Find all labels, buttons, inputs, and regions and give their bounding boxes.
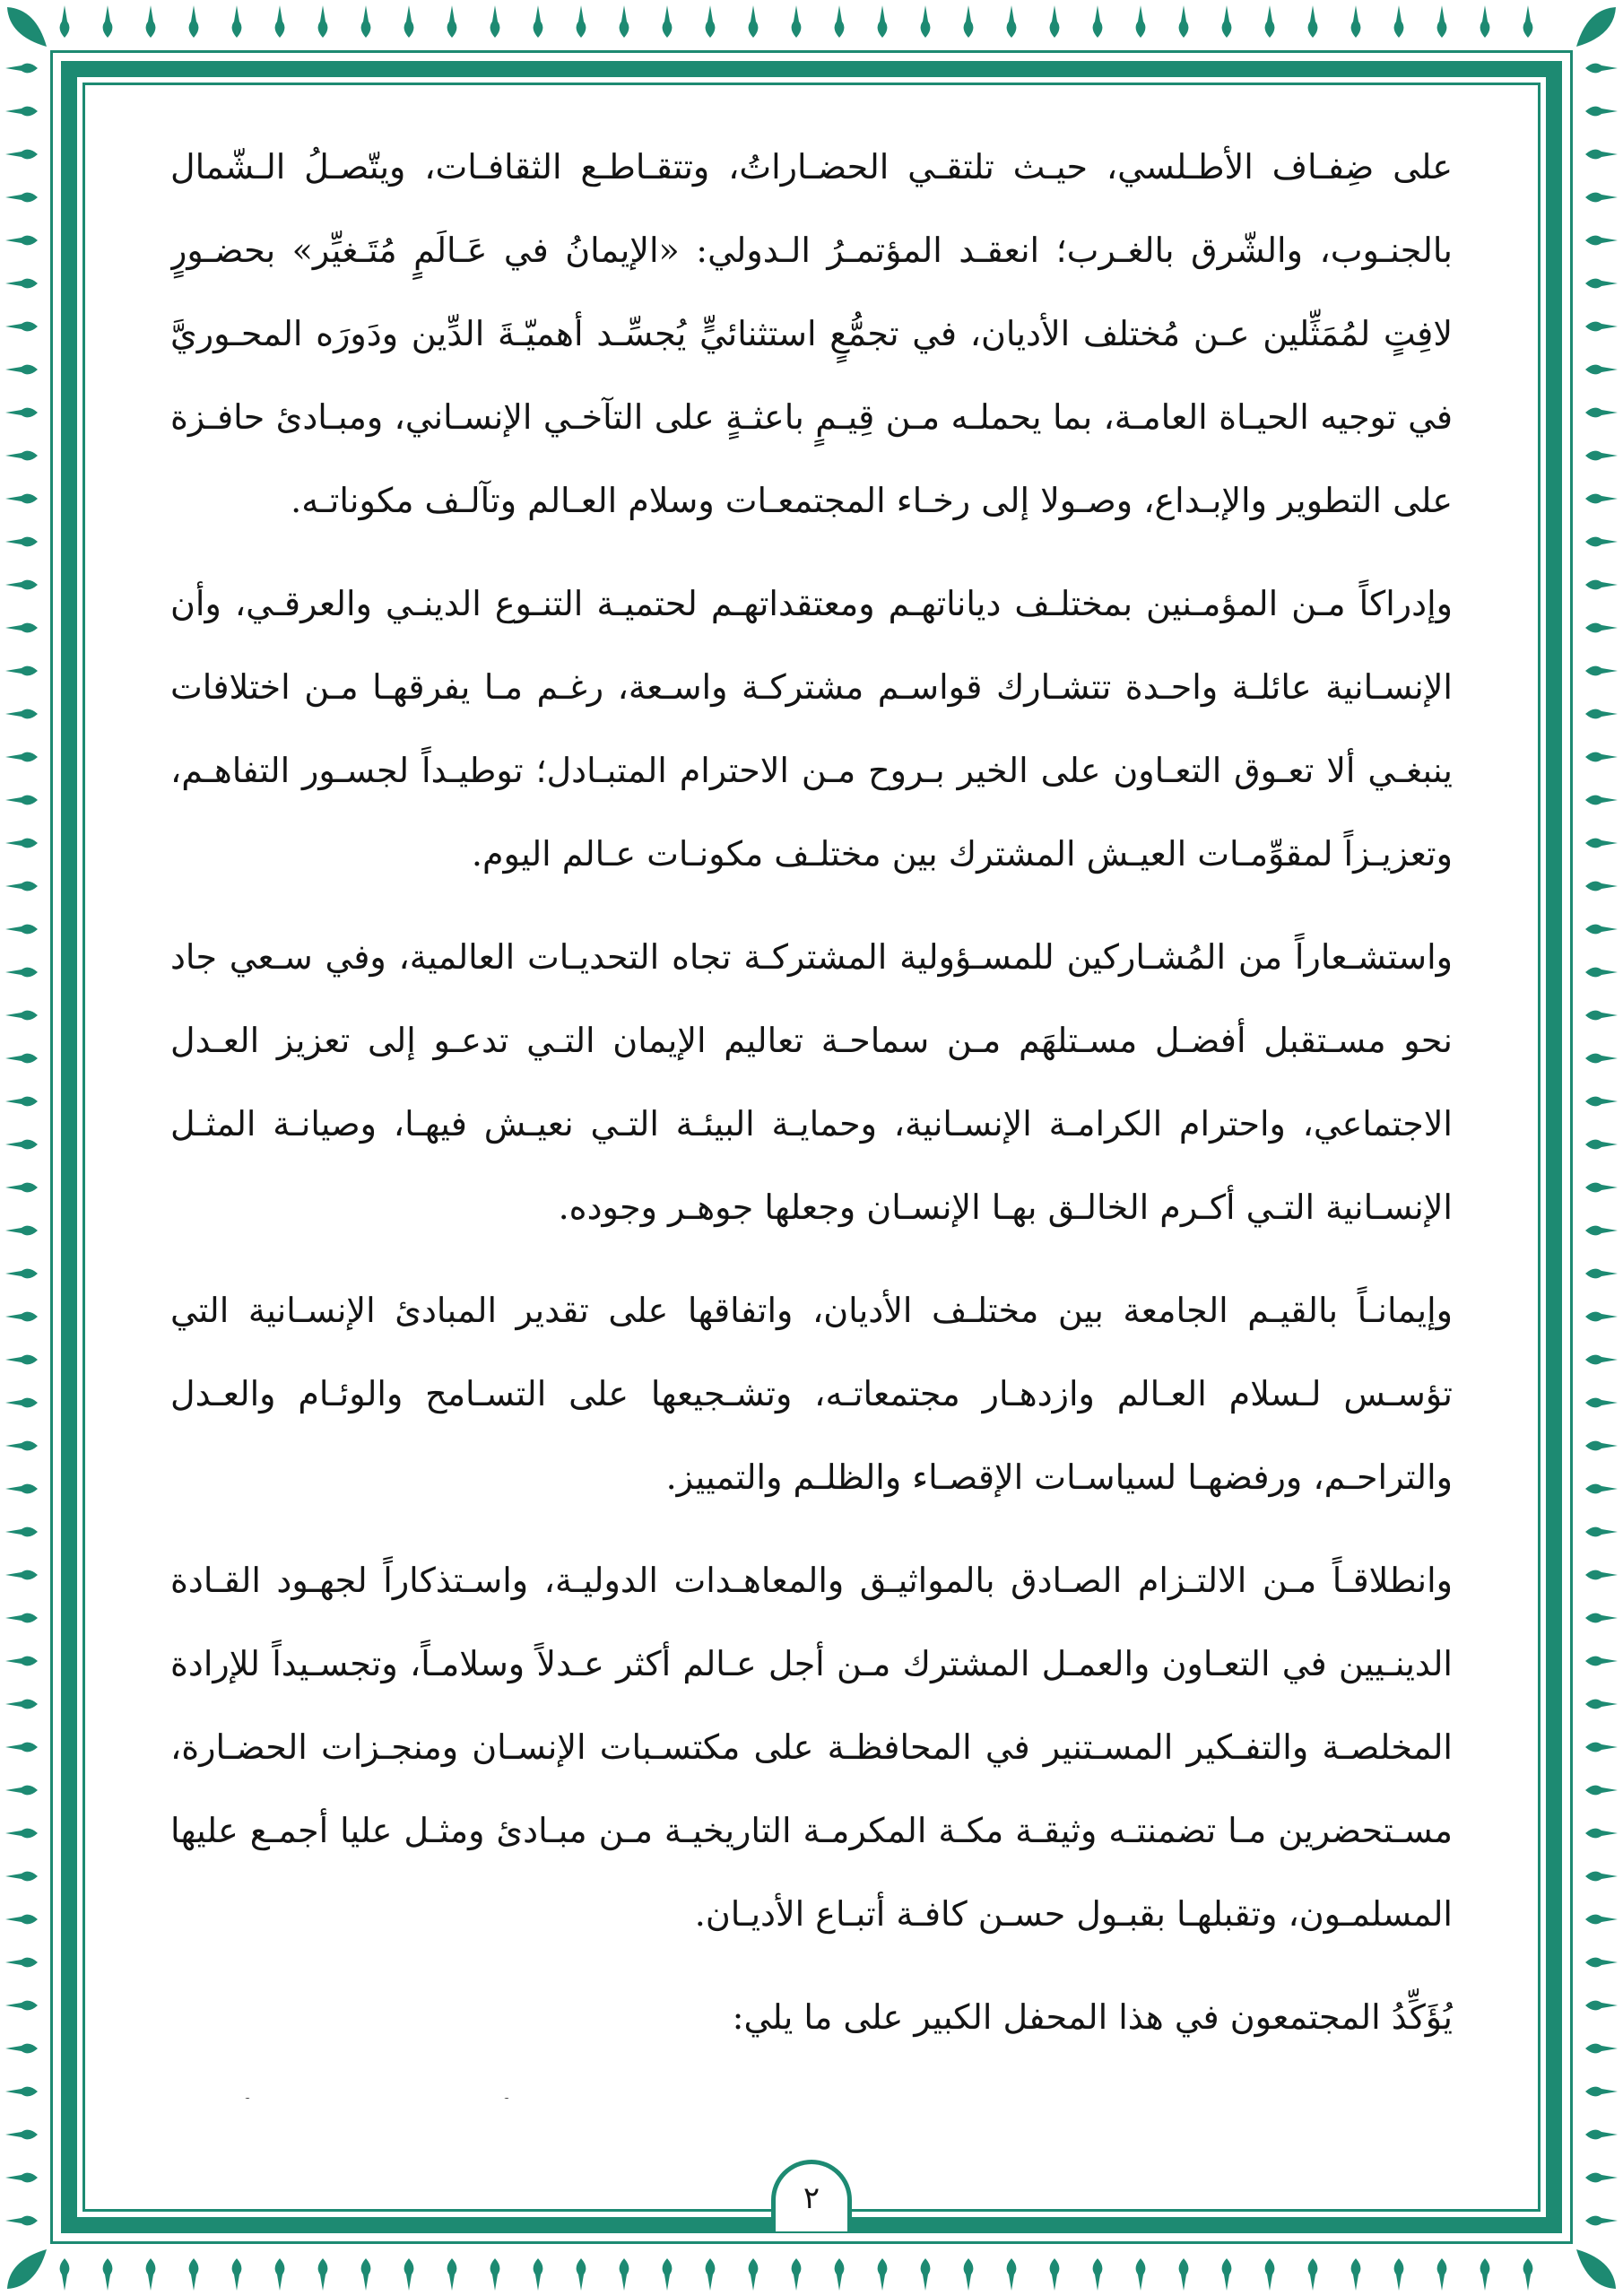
border-drop-ornament: [5, 1657, 38, 1666]
border-drop-ornament: [1265, 5, 1275, 38]
border-drop-ornament: [1394, 5, 1404, 38]
border-drop-ornament: [5, 1441, 38, 1451]
border-drop-ornament: [1585, 1226, 1618, 1236]
border-drop-ornament: [706, 2258, 716, 2291]
border-drop-ornament: [1585, 1054, 1618, 1064]
border-drop-ornament: [1585, 1140, 1618, 1150]
border-drop-ornament: [663, 2258, 673, 2291]
border-drop-ornament: [1351, 2258, 1361, 2291]
border-drop-ornament: [792, 5, 802, 38]
border-drop-ornament: [1179, 5, 1189, 38]
border-drop-ornament: [1585, 1312, 1618, 1322]
border-drop-ornament: [1585, 322, 1618, 332]
list-item: [170, 2079, 1453, 2099]
border-drop-ornament: [1585, 494, 1618, 504]
border-drop-ornament: [5, 150, 38, 160]
border-drop-ornament: [1308, 5, 1318, 38]
border-drop-ornament: [5, 1613, 38, 1623]
border-drop-ornament: [620, 5, 629, 38]
border-drop-ornament: [1585, 2001, 1618, 2011]
border-drop-ornament: [275, 2258, 285, 2291]
border-drop-ornament: [921, 2258, 931, 2291]
border-drop-ornament: [1437, 5, 1447, 38]
border-drop-ornament: [878, 5, 888, 38]
border-drop-ornament: [1394, 2258, 1404, 2291]
border-drop-ornament: [577, 5, 586, 38]
paragraph-2: وإدراكاً مـن المؤمـنين بمختلـف دياناتهـم ومعتقداتهـم لحتميـة التنـوع الدينـي والعرقـي، وأن الإنسـانية عائلـة واحـدة تتشـارك قواسـم مشتركـة واسـعة، رغـم مـا يفرقهـا مـن اختلافات ينبغـي ألا تعـوق التعـاون على الخير بـروح مـن الاحترام المتبـادل؛ توطيـداً لجسـور التفاهـم، وتعزيـزاً لمقوِّمـات العيـش المشترك بين مختلـف مكونـات عـالم اليوم.: [170, 584, 1453, 874]
border-drop-ornament: [1050, 2258, 1060, 2291]
border-drop-ornament: [1585, 1613, 1618, 1623]
border-drop-ornament: [1585, 796, 1618, 805]
border-drop-ornament: [1585, 64, 1618, 74]
border-drop-ornament: [878, 2258, 888, 2291]
border-drop-ornament: [1585, 1011, 1618, 1021]
border-drop-ornament: [1585, 666, 1618, 676]
border-drop-ornament: [1585, 1355, 1618, 1365]
border-drop-ornament: [749, 2258, 759, 2291]
border-drop-ornament: [5, 1570, 38, 1580]
border-drop-ornament: [1585, 709, 1618, 719]
border-drop-ornament: [5, 2044, 38, 2054]
border-drop-ornament: [490, 5, 500, 38]
border-drop-ornament: [103, 5, 113, 38]
border-drop-ornament: [1585, 580, 1618, 590]
border-drop-ornament: [1585, 2173, 1618, 2183]
border-drop-ornament: [232, 5, 242, 38]
border-drop-ornament: [5, 666, 38, 676]
border-drop-ornament: [964, 2258, 974, 2291]
border-drop-ornament: [189, 5, 199, 38]
border-drop-ornament: [577, 2258, 586, 2291]
border-drop-ornament: [1585, 193, 1618, 203]
border-drop-ornament: [361, 5, 371, 38]
border-drop-ornament: [1093, 2258, 1103, 2291]
border-drop-ornament: [1585, 925, 1618, 935]
border-drop-ornament: [1585, 1700, 1618, 1709]
border-drop-ornament: [318, 2258, 328, 2291]
border-drop-ornament: [5, 64, 38, 74]
border-drop-ornament: [534, 2258, 543, 2291]
border-drop-ornament: [5, 1183, 38, 1193]
border-drop-ornament: [60, 2258, 70, 2291]
corner-ornament-top-left: [7, 7, 47, 47]
border-drop-ornament: [1585, 1570, 1618, 1580]
border-drop-ornament: [1585, 537, 1618, 547]
page-number: ٢: [771, 2160, 852, 2231]
border-drop-ornament: [1585, 408, 1618, 418]
border-drop-ornament: [835, 2258, 845, 2291]
border-drop-ornament: [404, 2258, 414, 2291]
border-drop-ornament: [5, 580, 38, 590]
border-drop-ornament: [5, 2001, 38, 2011]
border-drop-ornament: [1050, 5, 1060, 38]
border-drop-ornament: [5, 709, 38, 719]
border-drop-ornament: [1585, 1097, 1618, 1107]
border-drop-ornament: [5, 451, 38, 461]
border-drop-ornament: [1585, 1872, 1618, 1882]
border-drop-ornament: [146, 5, 156, 38]
border-drop-ornament: [60, 5, 70, 38]
border-drop-ornament: [1585, 623, 1618, 633]
declaration-intro: يُؤَكِّدُ المجتمعون في هذا المحفل الكبير على ما يلي:: [732, 1997, 1453, 2037]
border-drop-ornament: [5, 408, 38, 418]
border-drop-ornament: [5, 796, 38, 805]
border-drop-ornament: [1308, 2258, 1318, 2291]
border-drop-ornament: [1585, 150, 1618, 160]
corner-ornament-bottom-right: [1576, 2249, 1616, 2289]
border-drop-ornament: [921, 5, 931, 38]
border-drop-ornament: [5, 1829, 38, 1839]
border-drop-ornament: [5, 494, 38, 504]
border-drop-ornament: [1585, 1657, 1618, 1666]
border-drop-ornament: [5, 2173, 38, 2183]
border-drop-ornament: [5, 365, 38, 375]
border-drop-ornament: [1585, 1398, 1618, 1408]
corner-ornament-bottom-left: [7, 2249, 47, 2289]
border-drop-ornament: [1585, 1441, 1618, 1451]
border-drop-ornament: [1585, 279, 1618, 289]
border-drop-ornament: [1585, 1269, 1618, 1279]
border-drop-ornament: [1585, 882, 1618, 891]
border-drop-ornament: [1007, 5, 1017, 38]
border-drop-ornament: [232, 2258, 242, 2291]
border-drop-ornament: [5, 2216, 38, 2226]
border-drop-ornament: [1351, 5, 1361, 38]
border-drop-ornament: [1585, 968, 1618, 978]
border-drop-ornament: [1222, 2258, 1232, 2291]
border-drop-ornament: [5, 1312, 38, 1322]
border-drop-ornament: [620, 2258, 629, 2291]
border-drop-ornament: [1265, 2258, 1275, 2291]
border-drop-ornament: [1136, 5, 1146, 38]
document-body: [170, 126, 1453, 2099]
border-drop-ornament: [5, 1226, 38, 1236]
border-drop-ornament: [5, 193, 38, 203]
border-drop-ornament: [1585, 1743, 1618, 1752]
corner-ornament-top-right: [1576, 7, 1616, 47]
border-drop-ornament: [275, 5, 285, 38]
border-drop-ornament: [5, 623, 38, 633]
border-drop-ornament: [1007, 2258, 1017, 2291]
border-drop-ornament: [5, 1872, 38, 1882]
border-drop-ornament: [5, 1097, 38, 1107]
border-drop-ornament: [1585, 1829, 1618, 1839]
border-drop-ornament: [1480, 2258, 1490, 2291]
border-drop-ornament: [5, 968, 38, 978]
border-drop-ornament: [1585, 1958, 1618, 1968]
border-drop-ornament: [534, 5, 543, 38]
border-drop-ornament: [1585, 2044, 1618, 2054]
border-drop-ornament: [5, 1786, 38, 1796]
border-drop-ornament: [5, 1958, 38, 1968]
border-drop-ornament: [5, 1743, 38, 1752]
border-drop-ornament: [1179, 2258, 1189, 2291]
border-drop-ornament: [5, 1355, 38, 1365]
border-drop-ornament: [318, 5, 328, 38]
border-drop-ornament: [5, 1054, 38, 1064]
paragraph-5: وانطلاقـاً مـن الالتـزام الصـادق بالمواثيـق والمعاهـدات الدوليـة، واسـتذكاراً لجهـود القـادة الدينـيين في التعـاون والعمـل المشترك مـن أجل عـالم أكثر عـدلاً وسلامـاً، وتجسـيداً للإرادة المخلصـة والتفـكير المسـتنير في المحافظـة على مكتسـبات الإنسـان ومنجـزات الحضـارة، مسـتحضرين مـا تضمنتـه وثيقـة مكـة المكرمـة التاريخيـة مـن مبـادئ ومثـل عليا أجمـع عليها المسلمـون، وتقبلهـا بقبـول حسـن كافـة أتبـاع الأديـان.: [170, 1561, 1453, 1934]
border-drop-ornament: [1093, 5, 1103, 38]
border-drop-ornament: [5, 107, 38, 117]
border-drop-ornament: [1585, 451, 1618, 461]
border-drop-ornament: [5, 1140, 38, 1150]
border-drop-ornament: [749, 5, 759, 38]
border-drop-ornament: [447, 2258, 457, 2291]
border-drop-ornament: [5, 1269, 38, 1279]
border-drop-ornament: [663, 5, 673, 38]
paragraph-4: وإيمانـاً بالقيـم الجامعة بين مختلـف الأديان، واتفاقها على تقدير المبادئ الإنسـانية التي تؤسـس لـسلام العـالم وازدهـار مجتمعاتـه، وتشـجيعها على التسـامح والوئـام والعـدل والتراحـم، ورفضهـا لسياسـات الإقصـاء والظلـم والتمييز.: [170, 1291, 1453, 1497]
border-drop-ornament: [1480, 5, 1490, 38]
border-drop-ornament: [1585, 752, 1618, 762]
border-drop-ornament: [1585, 1915, 1618, 1925]
border-drop-ornament: [1585, 365, 1618, 375]
border-drop-ornament: [189, 2258, 199, 2291]
border-drop-ornament: [490, 2258, 500, 2291]
border-drop-ornament: [1585, 1786, 1618, 1796]
border-drop-ornament: [5, 1484, 38, 1494]
paragraph-3: واستشـعاراً من المُشـاركين للمسـؤولية المشتركـة تجاه التحديـات العالمية، وفي سـعي جاد نحو مسـتقبل أفضـل مسـتلهَم مـن سماحـة تعاليم الإيمان التـي تدعـو إلى تعزيز العـدل الاجتماعي، واحترام الكرامـة الإنسـانية، وحمايـة البيئـة التـي نعيـش فيهـا، وصيانـة المثـل الإنسـانية التـي أكـرم الخالـق بهـا الإنسـان وجعلها جوهـر وجوده.: [170, 937, 1453, 1227]
border-drop-ornament: [5, 839, 38, 848]
border-drop-ornament: [404, 5, 414, 38]
border-drop-ornament: [5, 537, 38, 547]
border-drop-ornament: [5, 2130, 38, 2140]
list-item-number: [1363, 2079, 1453, 2099]
paragraph-1: على ضِفـاف الأطـلسي، حيـث تلتقـي الحضـاراتُ، وتتقـاطـع الثقافـات، ويتّصـلُ الـشّمال بالجنـوب، والشّرق بالغـرب؛ انعقـد المؤتمـرُ الـدولي: «الإيمانُ في عَـالَمٍ مُتَـغيِّر» بحضـورٍ لافِتٍ لمُمَثِّلين عـن مُختلف الأديان، في تجمُّعٍ استثنائيٍّ يُجسِّـد أهميّـةَ الدِّين ودَورَه المحـوريَّ في توجيه الحيـاة العامـة، بما يحملـه مـن قِيـمٍ باعثـةٍ على التآخـي الإنسـاني، ومبـادئ حافـزة على التطوير والإبـداع، وصـولا إلى رخـاء المجتمعـات وسلام العـالم وتآلـف مكوناتـه.: [170, 147, 1453, 520]
border-drop-ornament: [5, 2087, 38, 2097]
border-drop-ornament: [964, 5, 974, 38]
border-drop-ornament: [1437, 2258, 1447, 2291]
border-drop-ornament: [103, 2258, 113, 2291]
border-drop-ornament: [5, 752, 38, 762]
border-drop-ornament: [5, 925, 38, 935]
border-drop-ornament: [1585, 2130, 1618, 2140]
border-drop-ornament: [792, 2258, 802, 2291]
border-drop-ornament: [5, 1700, 38, 1709]
border-drop-ornament: [1585, 2087, 1618, 2097]
border-drop-ornament: [835, 5, 845, 38]
border-drop-ornament: [1585, 1183, 1618, 1193]
border-drop-ornament: [1585, 107, 1618, 117]
border-drop-ornament: [1222, 5, 1232, 38]
border-drop-ornament: [706, 5, 716, 38]
border-drop-ornament: [5, 236, 38, 246]
border-drop-ornament: [5, 1011, 38, 1021]
border-drop-ornament: [1136, 2258, 1146, 2291]
border-drop-ornament: [1585, 839, 1618, 848]
border-drop-ornament: [1585, 1527, 1618, 1537]
border-drop-ornament: [146, 2258, 156, 2291]
border-drop-ornament: [1523, 2258, 1533, 2291]
border-drop-ornament: [5, 1527, 38, 1537]
border-drop-ornament: [1585, 1484, 1618, 1494]
border-drop-ornament: [5, 882, 38, 891]
border-drop-ornament: [5, 1915, 38, 1925]
border-drop-ornament: [447, 5, 457, 38]
border-drop-ornament: [361, 2258, 371, 2291]
border-drop-ornament: [5, 322, 38, 332]
border-drop-ornament: [1523, 5, 1533, 38]
border-drop-ornament: [5, 1398, 38, 1408]
border-drop-ornament: [1585, 236, 1618, 246]
border-drop-ornament: [1585, 2216, 1618, 2226]
border-drop-ornament: [5, 279, 38, 289]
